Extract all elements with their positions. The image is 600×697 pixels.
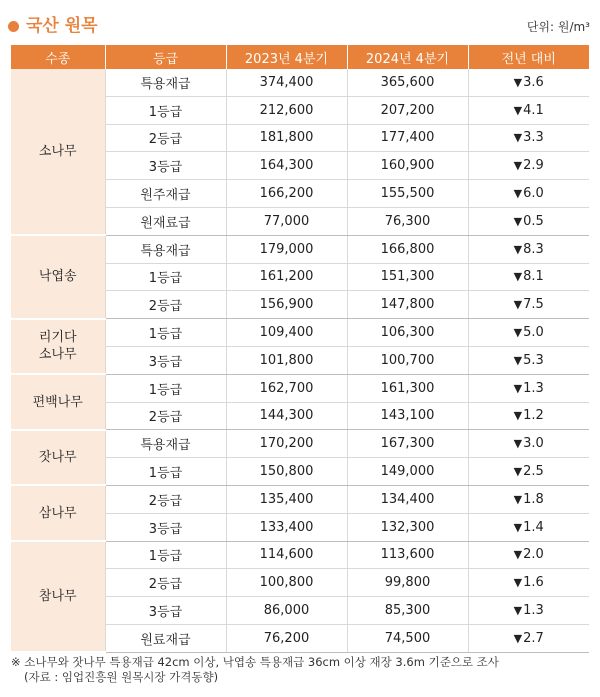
value-2023-cell: 166,200 xyxy=(226,180,347,208)
value-2023-cell: 164,300 xyxy=(226,152,347,180)
value-2024-cell: 207,200 xyxy=(347,96,468,124)
grade-cell: 1등급 xyxy=(105,96,226,124)
change-cell xyxy=(468,597,589,625)
down-triangle-icon: ▼ xyxy=(513,75,523,89)
change-value: 8.1 xyxy=(523,269,544,285)
footnote xyxy=(11,655,499,685)
grade-cell: 2등급 xyxy=(105,291,226,319)
grade-cell: 3등급 xyxy=(105,346,226,374)
table-row xyxy=(11,541,589,569)
change-value: 4.1 xyxy=(523,102,544,118)
change-value: 1.2 xyxy=(523,408,544,424)
change-cell xyxy=(468,513,589,541)
value-2023-cell: 179,000 xyxy=(226,235,347,263)
down-triangle-icon: ▼ xyxy=(513,492,523,506)
bullet-dot-icon xyxy=(8,21,19,32)
down-triangle-icon: ▼ xyxy=(513,604,523,618)
down-triangle-icon: ▼ xyxy=(513,326,523,340)
source-line: (자료 : 임업진흥원 원목시장 가격동향) xyxy=(24,670,219,684)
change-value: 0.5 xyxy=(523,213,544,229)
table-row xyxy=(11,319,589,347)
change-cell xyxy=(468,180,589,208)
table-row xyxy=(11,69,589,96)
down-triangle-icon: ▼ xyxy=(513,465,523,479)
change-value: 3.3 xyxy=(523,130,544,146)
table-body xyxy=(11,69,589,652)
down-triangle-icon: ▼ xyxy=(513,437,523,451)
change-value: 2.7 xyxy=(523,630,544,646)
grade-cell: 2등급 xyxy=(105,402,226,430)
value-2024-cell: 100,700 xyxy=(347,346,468,374)
change-cell xyxy=(468,541,589,569)
down-triangle-icon: ▼ xyxy=(513,576,523,590)
value-2023-cell: 150,800 xyxy=(226,458,347,486)
value-2024-cell: 149,000 xyxy=(347,458,468,486)
change-cell xyxy=(468,402,589,430)
value-2024-cell: 132,300 xyxy=(347,513,468,541)
change-value: 1.3 xyxy=(523,380,544,396)
table-row xyxy=(11,485,589,513)
header-species: 수종 xyxy=(11,45,105,69)
change-cell xyxy=(468,346,589,374)
value-2023-cell: 109,400 xyxy=(226,319,347,347)
change-value: 1.4 xyxy=(523,519,544,535)
table-header-row xyxy=(11,45,589,69)
change-cell xyxy=(468,69,589,96)
down-triangle-icon: ▼ xyxy=(513,520,523,534)
grade-cell: 2등급 xyxy=(105,485,226,513)
value-2024-cell: 106,300 xyxy=(347,319,468,347)
change-value: 2.0 xyxy=(523,547,544,563)
grade-cell: 1등급 xyxy=(105,458,226,486)
change-value: 2.5 xyxy=(523,464,544,480)
value-2023-cell: 170,200 xyxy=(226,430,347,458)
value-2023-cell: 162,700 xyxy=(226,374,347,402)
header-yoy: 전년 대비 xyxy=(468,45,589,69)
change-cell xyxy=(468,569,589,597)
grade-cell: 3등급 xyxy=(105,513,226,541)
value-2023-cell: 76,200 xyxy=(226,624,347,652)
grade-cell: 1등급 xyxy=(105,263,226,291)
value-2023-cell: 156,900 xyxy=(226,291,347,319)
footnote-line: ※ 소나무와 잣나무 특용재급 42cm 이상, 낙엽송 특용재급 36cm 이상 재장 3.6m 기준으로 조사 xyxy=(11,655,499,669)
header-2023q4: 2023년 4분기 xyxy=(226,45,347,69)
down-triangle-icon: ▼ xyxy=(513,131,523,145)
species-cell: 낙엽송 xyxy=(11,235,105,318)
down-triangle-icon: ▼ xyxy=(513,103,523,117)
change-value: 1.3 xyxy=(523,603,544,619)
species-cell: 소나무 xyxy=(11,69,105,235)
down-triangle-icon: ▼ xyxy=(513,409,523,423)
change-value: 7.5 xyxy=(523,297,544,313)
change-value: 2.9 xyxy=(523,158,544,174)
down-triangle-icon: ▼ xyxy=(513,381,523,395)
title-row xyxy=(6,14,594,38)
change-cell xyxy=(468,319,589,347)
value-2024-cell: 167,300 xyxy=(347,430,468,458)
down-triangle-icon: ▼ xyxy=(513,353,523,367)
down-triangle-icon: ▼ xyxy=(513,298,523,312)
change-value: 5.3 xyxy=(523,352,544,368)
change-value: 8.3 xyxy=(523,241,544,257)
grade-cell: 원재료급 xyxy=(105,207,226,235)
value-2024-cell: 113,600 xyxy=(347,541,468,569)
species-cell: 편백나무 xyxy=(11,374,105,430)
change-cell xyxy=(468,430,589,458)
down-triangle-icon: ▼ xyxy=(513,187,523,201)
grade-cell: 특용재급 xyxy=(105,430,226,458)
change-value: 3.6 xyxy=(523,74,544,90)
down-triangle-icon: ▼ xyxy=(513,214,523,228)
change-cell xyxy=(468,624,589,652)
value-2024-cell: 99,800 xyxy=(347,569,468,597)
change-cell xyxy=(468,96,589,124)
value-2024-cell: 151,300 xyxy=(347,263,468,291)
value-2024-cell: 161,300 xyxy=(347,374,468,402)
change-value: 1.6 xyxy=(523,575,544,591)
grade-cell: 특용재급 xyxy=(105,235,226,263)
down-triangle-icon: ▼ xyxy=(513,631,523,645)
value-2024-cell: 85,300 xyxy=(347,597,468,625)
value-2024-cell: 177,400 xyxy=(347,124,468,152)
value-2023-cell: 144,300 xyxy=(226,402,347,430)
value-2023-cell: 161,200 xyxy=(226,263,347,291)
change-value: 6.0 xyxy=(523,186,544,202)
value-2024-cell: 134,400 xyxy=(347,485,468,513)
grade-cell: 원료재급 xyxy=(105,624,226,652)
value-2024-cell: 147,800 xyxy=(347,291,468,319)
change-cell xyxy=(468,291,589,319)
change-cell xyxy=(468,207,589,235)
value-2023-cell: 135,400 xyxy=(226,485,347,513)
grade-cell: 특용재급 xyxy=(105,69,226,96)
change-cell xyxy=(468,374,589,402)
value-2024-cell: 166,800 xyxy=(347,235,468,263)
header-grade: 등급 xyxy=(105,45,226,69)
value-2024-cell: 155,500 xyxy=(347,180,468,208)
down-triangle-icon: ▼ xyxy=(513,159,523,173)
header-2024q4: 2024년 4분기 xyxy=(347,45,468,69)
page-title: 국산 원목 xyxy=(26,16,98,36)
grade-cell: 3등급 xyxy=(105,152,226,180)
change-value: 1.8 xyxy=(523,491,544,507)
value-2023-cell: 100,800 xyxy=(226,569,347,597)
change-cell xyxy=(468,152,589,180)
grade-cell: 2등급 xyxy=(105,569,226,597)
grade-cell: 1등급 xyxy=(105,374,226,402)
species-cell: 리기다 소나무 xyxy=(11,319,105,375)
value-2023-cell: 374,400 xyxy=(226,69,347,96)
value-2024-cell: 160,900 xyxy=(347,152,468,180)
table-row xyxy=(11,235,589,263)
value-2024-cell: 365,600 xyxy=(347,69,468,96)
value-2023-cell: 181,800 xyxy=(226,124,347,152)
value-2024-cell: 74,500 xyxy=(347,624,468,652)
grade-cell: 원주재급 xyxy=(105,180,226,208)
change-value: 3.0 xyxy=(523,436,544,452)
change-value: 5.0 xyxy=(523,325,544,341)
value-2024-cell: 76,300 xyxy=(347,207,468,235)
value-2023-cell: 114,600 xyxy=(226,541,347,569)
change-cell xyxy=(468,235,589,263)
unit-label: 단위: 원/m³ xyxy=(526,20,590,34)
down-triangle-icon: ▼ xyxy=(513,548,523,562)
value-2023-cell: 133,400 xyxy=(226,513,347,541)
down-triangle-icon: ▼ xyxy=(513,270,523,284)
value-2023-cell: 101,800 xyxy=(226,346,347,374)
value-2023-cell: 86,000 xyxy=(226,597,347,625)
table-row xyxy=(11,430,589,458)
down-triangle-icon: ▼ xyxy=(513,242,523,256)
value-2023-cell: 77,000 xyxy=(226,207,347,235)
species-cell: 참나무 xyxy=(11,541,105,652)
change-cell xyxy=(468,458,589,486)
price-table xyxy=(11,45,589,653)
grade-cell: 1등급 xyxy=(105,319,226,347)
value-2023-cell: 212,600 xyxy=(226,96,347,124)
grade-cell: 1등급 xyxy=(105,541,226,569)
species-cell: 잣나무 xyxy=(11,430,105,486)
grade-cell: 2등급 xyxy=(105,124,226,152)
value-2024-cell: 143,100 xyxy=(347,402,468,430)
change-cell xyxy=(468,124,589,152)
change-cell xyxy=(468,263,589,291)
species-cell: 삼나무 xyxy=(11,485,105,541)
change-cell xyxy=(468,485,589,513)
table-row xyxy=(11,374,589,402)
grade-cell: 3등급 xyxy=(105,597,226,625)
